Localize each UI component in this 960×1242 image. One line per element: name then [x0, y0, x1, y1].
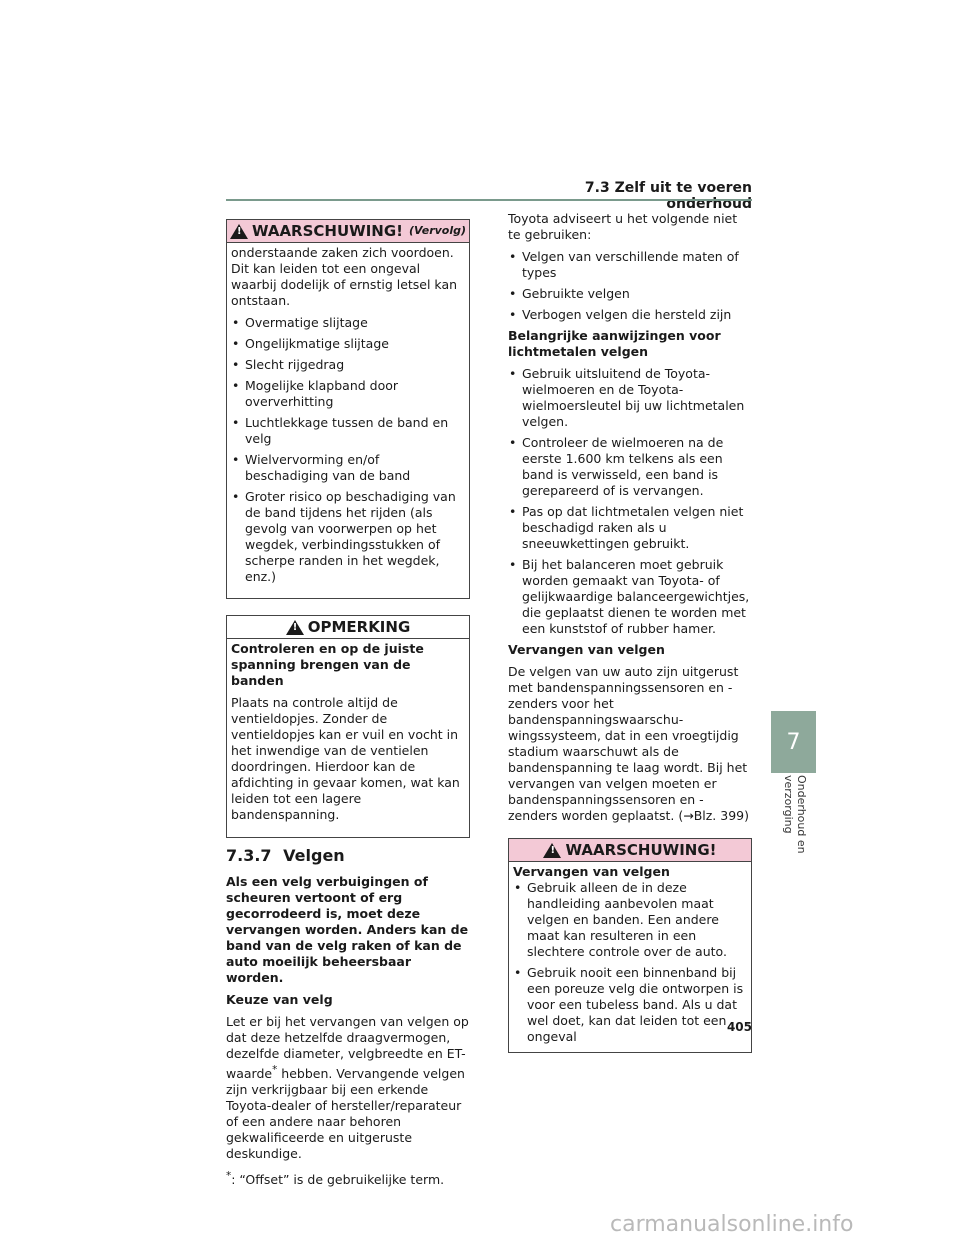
- header-divider: [226, 199, 752, 201]
- list-item: • Gebruikte velgen: [508, 286, 752, 302]
- list-item: • Wielvervorming en/of beschadiging van de band: [231, 452, 465, 484]
- list-item: • Overmatige slijtage: [231, 315, 465, 331]
- page-header-title: 7.3 Zelf uit te voeren onderhoud: [584, 180, 752, 212]
- keuze-text: Let er bij het vervangen van velgen op dat deze hetzelfde draagvermogen, dezelfde diameter, velgbreedte en ET-waarde: [226, 1014, 469, 1082]
- alloy-heading: Belangrijke aanwijzingen voor lichtmetalen velgen: [508, 328, 721, 359]
- replace-heading: Vervangen van velgen: [508, 642, 665, 657]
- footnote-text: : “Offset” is de gebruikelijke term.: [231, 1172, 445, 1188]
- list-item: • Controleer de wielmoeren na de eerste 1.600 km telkens als een band is verwisseld, een band is gerepareerd of is vervangen.: [508, 435, 752, 499]
- warning-continued-label: (Vervolg): [409, 224, 467, 237]
- chapter-side-label: Onderhoud en verzorging: [782, 775, 808, 854]
- note-box: [226, 615, 470, 838]
- list-item: • Gebruik uitsluitend de Toyota-wielmoeren en de Toyota-wielmoersleutel bij uw lichtmetalen velgen.: [508, 366, 752, 430]
- replace-text: De velgen van uw auto zijn uitgerust met bandenspanningssensoren en -zenders voor het bandenspanningswaarschu-wingssysteem, dat in een vroegtijdig stadium waarschuwt als de bandenspanning te laag wordt. Bij het vervangen van velgen moeten er bandenspanningssensoren en -zenders worden geplaatst. (→Blz. 399): [508, 664, 749, 823]
- warning-box-continued: [226, 219, 470, 599]
- note-subheading: Controleren en op de juiste spanning brengen van de banden: [231, 641, 424, 688]
- list-item: • Mogelijke klapband door oververhitting: [231, 378, 465, 410]
- warning-header: [227, 220, 469, 243]
- alloy-list: [508, 366, 752, 637]
- advice-list: [508, 249, 752, 323]
- section-title: [226, 848, 470, 864]
- left-column: [226, 219, 470, 1194]
- warning-heading: WAARSCHUWING!: [565, 841, 717, 859]
- right-column: [508, 211, 752, 1053]
- note-header: [227, 616, 469, 639]
- section-number: 7.3.7: [226, 846, 272, 865]
- warning-header: [509, 839, 751, 862]
- list-item: • Ongelijkmatige slijtage: [231, 336, 465, 352]
- warning-triangle-icon: [230, 224, 248, 239]
- section-name: Velgen: [283, 846, 345, 865]
- page-number: 405: [726, 1020, 752, 1034]
- list-item: • Groter risico op beschadiging van de band tijdens het rijden (als gevolg van voorwerpen op het wegdek, verbindingsstukken of scherpe randen in het wegdek, enz.): [231, 489, 465, 585]
- watermark: carmanualsonline.info: [610, 1212, 854, 1237]
- warning-triangle-icon: [543, 843, 561, 858]
- list-item: • Pas op dat lichtmetalen velgen niet beschadigd raken als u sneeuwkettingen gebruikt.: [508, 504, 752, 552]
- keuze-paragraph: [226, 1014, 470, 1162]
- advice-intro: Toyota adviseert u het volgende niet te gebruiken:: [508, 211, 738, 242]
- chapter-tab: 7: [771, 711, 816, 773]
- keuze-heading: Keuze van velg: [226, 992, 333, 1007]
- list-item: • Verbogen velgen die hersteld zijn: [508, 307, 752, 323]
- footnote-marker: *: [272, 1064, 278, 1076]
- list-item: • Bij het balanceren moet gebruik worden gemaakt van Toyota- of gelijkwaardige balanceergewichtjes, die geplaatst dienen te worden met een kunststof of rubber hamer.: [508, 557, 752, 637]
- section-intro: Als een velg verbuigingen of scheuren vertoont of erg gecorrodeerd is, moet deze vervangen worden. Anders kan de band van de velg raken of kan de auto moeilijk beheersbaar worden.: [226, 874, 469, 985]
- warning-subheading: Vervangen van velgen: [513, 864, 670, 879]
- warning-list: [231, 315, 465, 585]
- list-item: • Slecht rijgedrag: [231, 357, 465, 373]
- keuze-text-2: hebben. Vervangende velgen zijn verkrijgbaar bij een erkende Toyota-dealer of hersteller/reparateur of een andere naar behoren gekwalificeerde en uitgeruste deskundige.: [226, 1066, 465, 1162]
- warning-heading: WAARSCHUWING!: [251, 222, 403, 240]
- footnote-mark: *: [226, 1170, 232, 1183]
- note-heading: OPMERKING: [307, 618, 411, 636]
- list-item: • Velgen van verschillende maten of types: [508, 249, 752, 281]
- list-item: • Luchtlekkage tussen de band en velg: [231, 415, 465, 447]
- note-text: Plaats na controle altijd de ventieldopjes. Zonder de ventieldopjes kan er vuil en vocht in het inwendige van de ventielen doordringen. Hierdoor kan de afdichting in gevaar komen, wat kan leiden tot een lagere bandenspanning.: [231, 695, 460, 822]
- list-item: • Gebruik nooit een binnenband bij een poreuze velg die ontworpen is voor een tubeless band. Als u dat wel doet, kan dat leiden tot een ongeval: [513, 965, 747, 1045]
- footnote: [226, 1168, 470, 1188]
- warning-text: onderstaande zaken zich voordoen. Dit kan leiden tot een ongeval waarbij dodelijk of ernstig letsel kan ontstaan.: [231, 245, 458, 308]
- note-triangle-icon: [286, 620, 304, 635]
- list-item: • Gebruik alleen de in deze handleiding aanbevolen maat velgen en banden. Een andere maat kan resulteren in een slechtere controle over de auto.: [513, 880, 747, 960]
